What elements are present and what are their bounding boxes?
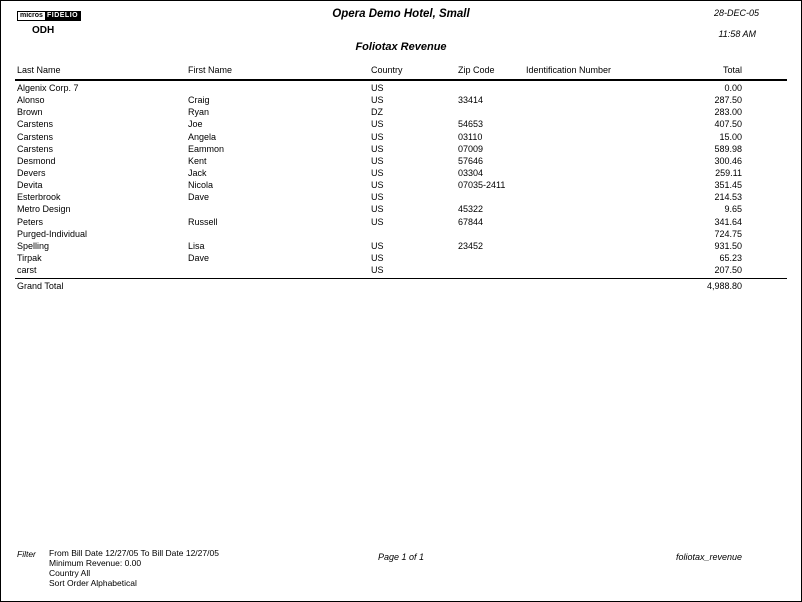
cell-country: US [371, 204, 384, 215]
cell-country: US [371, 119, 384, 130]
cell-zip: 67844 [458, 216, 484, 227]
grand-total-label: Grand Total [17, 281, 64, 291]
cell-zip: 07009 [458, 143, 484, 154]
table-row [1, 192, 801, 204]
cell-total: 931.50 [714, 240, 742, 251]
cell-last-name: Peters [17, 216, 44, 227]
cell-first-name: Nicola [188, 180, 214, 191]
cell-last-name: Devers [17, 167, 46, 178]
filter-label: Filter [17, 549, 36, 559]
cell-country: US [371, 131, 384, 142]
logo-micros-text: micros [20, 12, 43, 19]
table-row [1, 241, 801, 253]
cell-country: US [371, 240, 384, 251]
table-header-row [1, 65, 801, 78]
hotel-name: Opera Demo Hotel, Small [332, 8, 470, 20]
cell-first-name: Russell [188, 216, 218, 227]
cell-total: 9.65 [724, 204, 742, 215]
cell-country: US [371, 155, 384, 166]
filter-line-min-revenue: Minimum Revenue: 0.00 [49, 558, 142, 568]
cell-country: US [371, 83, 384, 93]
grand-total-row [1, 281, 801, 293]
cell-total: 0.00 [724, 83, 742, 93]
cell-total: 15.00 [719, 131, 742, 142]
cell-last-name: Devita [17, 180, 43, 191]
cell-zip: 07035-2411 [458, 180, 506, 191]
cell-country: US [371, 167, 384, 178]
cell-first-name: Jack [188, 167, 207, 178]
cell-country: US [371, 180, 384, 191]
table-row [1, 180, 801, 192]
filter-line-dates: From Bill Date 12/27/05 To Bill Date 12/27/05 [49, 548, 219, 558]
cell-first-name: Craig [188, 95, 210, 106]
cell-last-name: Esterbrook [17, 192, 61, 203]
cell-first-name: Lisa [188, 240, 205, 251]
table-row [1, 132, 801, 144]
page-number: Page 1 of 1 [377, 552, 425, 562]
column-header-last-name: Last Name [17, 65, 61, 75]
table-row [1, 83, 801, 95]
cell-last-name: carst [17, 265, 37, 276]
table-row [1, 265, 801, 277]
cell-first-name: Ryan [188, 107, 210, 118]
table-row [1, 107, 801, 119]
cell-zip: 23452 [458, 240, 484, 251]
cell-country: US [371, 252, 384, 263]
cell-last-name: Carstens [17, 131, 54, 142]
table-row [1, 95, 801, 107]
cell-total: 207.50 [714, 265, 742, 276]
table-row [1, 156, 801, 168]
cell-zip: 45322 [458, 204, 484, 215]
table-body [1, 83, 801, 277]
cell-first-name: Eammon [188, 143, 225, 154]
cell-total: 214.53 [714, 192, 742, 203]
cell-total: 589.98 [714, 143, 742, 154]
cell-zip: 03110 [458, 131, 483, 142]
column-header-total: Total [722, 65, 742, 75]
cell-total: 351.45 [714, 180, 742, 191]
cell-first-name: Dave [188, 252, 210, 263]
column-header-country: Country [371, 65, 403, 75]
cell-country: DZ [371, 107, 383, 118]
cell-total: 65.23 [719, 252, 742, 263]
table-row [1, 204, 801, 216]
cell-country: US [371, 192, 384, 203]
cell-total: 259.11 [715, 167, 742, 178]
cell-last-name: Carstens [17, 119, 54, 130]
table-row [1, 144, 801, 156]
cell-last-name: Tirpak [17, 252, 42, 263]
cell-zip: 03304 [458, 167, 484, 178]
column-header-first-name: First Name [188, 65, 233, 75]
filter-line-sort-order: Sort Order Alphabetical [49, 578, 137, 588]
filter-line-country: Country All [49, 568, 91, 578]
cell-last-name: Carstens [17, 143, 54, 154]
column-header-zip-code: Zip Code [458, 65, 495, 75]
table-row [1, 168, 801, 180]
cell-country: US [371, 95, 384, 106]
table-row [1, 217, 801, 229]
cell-total: 300.46 [714, 155, 742, 166]
table-row [1, 229, 801, 241]
cell-total: 341.64 [714, 216, 742, 227]
table-row [1, 253, 801, 265]
cell-country: US [371, 216, 384, 227]
cell-total: 724.75 [714, 228, 742, 239]
table-row [1, 119, 801, 131]
cell-last-name: Purged-Individual [17, 228, 88, 239]
report-date: 28-DEC-05 [713, 8, 759, 18]
cell-zip: 33414 [458, 95, 484, 106]
report-title: Foliotax Revenue [355, 41, 447, 53]
cell-last-name: Brown [17, 107, 43, 118]
cell-first-name: Dave [188, 192, 210, 203]
cell-first-name: Joe [188, 119, 203, 130]
cell-last-name: Desmond [17, 155, 56, 166]
grand-total-divider-line [15, 278, 787, 279]
cell-country: US [371, 265, 384, 276]
report-time: 11:58 AM [718, 29, 756, 39]
report-file-name: foliotax_revenue [675, 552, 742, 562]
cell-total: 287.50 [714, 95, 742, 106]
cell-last-name: Algenix Corp. 7 [17, 83, 79, 93]
cell-total: 407.50 [714, 119, 742, 130]
cell-first-name: Angela [188, 131, 217, 142]
column-header-id-number: Identification Number [526, 65, 612, 75]
cell-last-name: Alonso [17, 95, 45, 106]
cell-first-name: Kent [188, 155, 207, 166]
cell-last-name: Spelling [17, 240, 50, 251]
cell-total: 283.00 [714, 107, 742, 118]
cell-zip: 54653 [458, 119, 484, 130]
cell-country: US [371, 143, 384, 154]
property-code: ODH [32, 25, 55, 36]
grand-total-value: 4,988.80 [706, 281, 742, 291]
logo-fidelio-text: FIDELIO [46, 12, 79, 19]
cell-zip: 57646 [458, 155, 484, 166]
header-divider-line [15, 79, 787, 81]
cell-last-name: Metro Design [17, 204, 71, 215]
